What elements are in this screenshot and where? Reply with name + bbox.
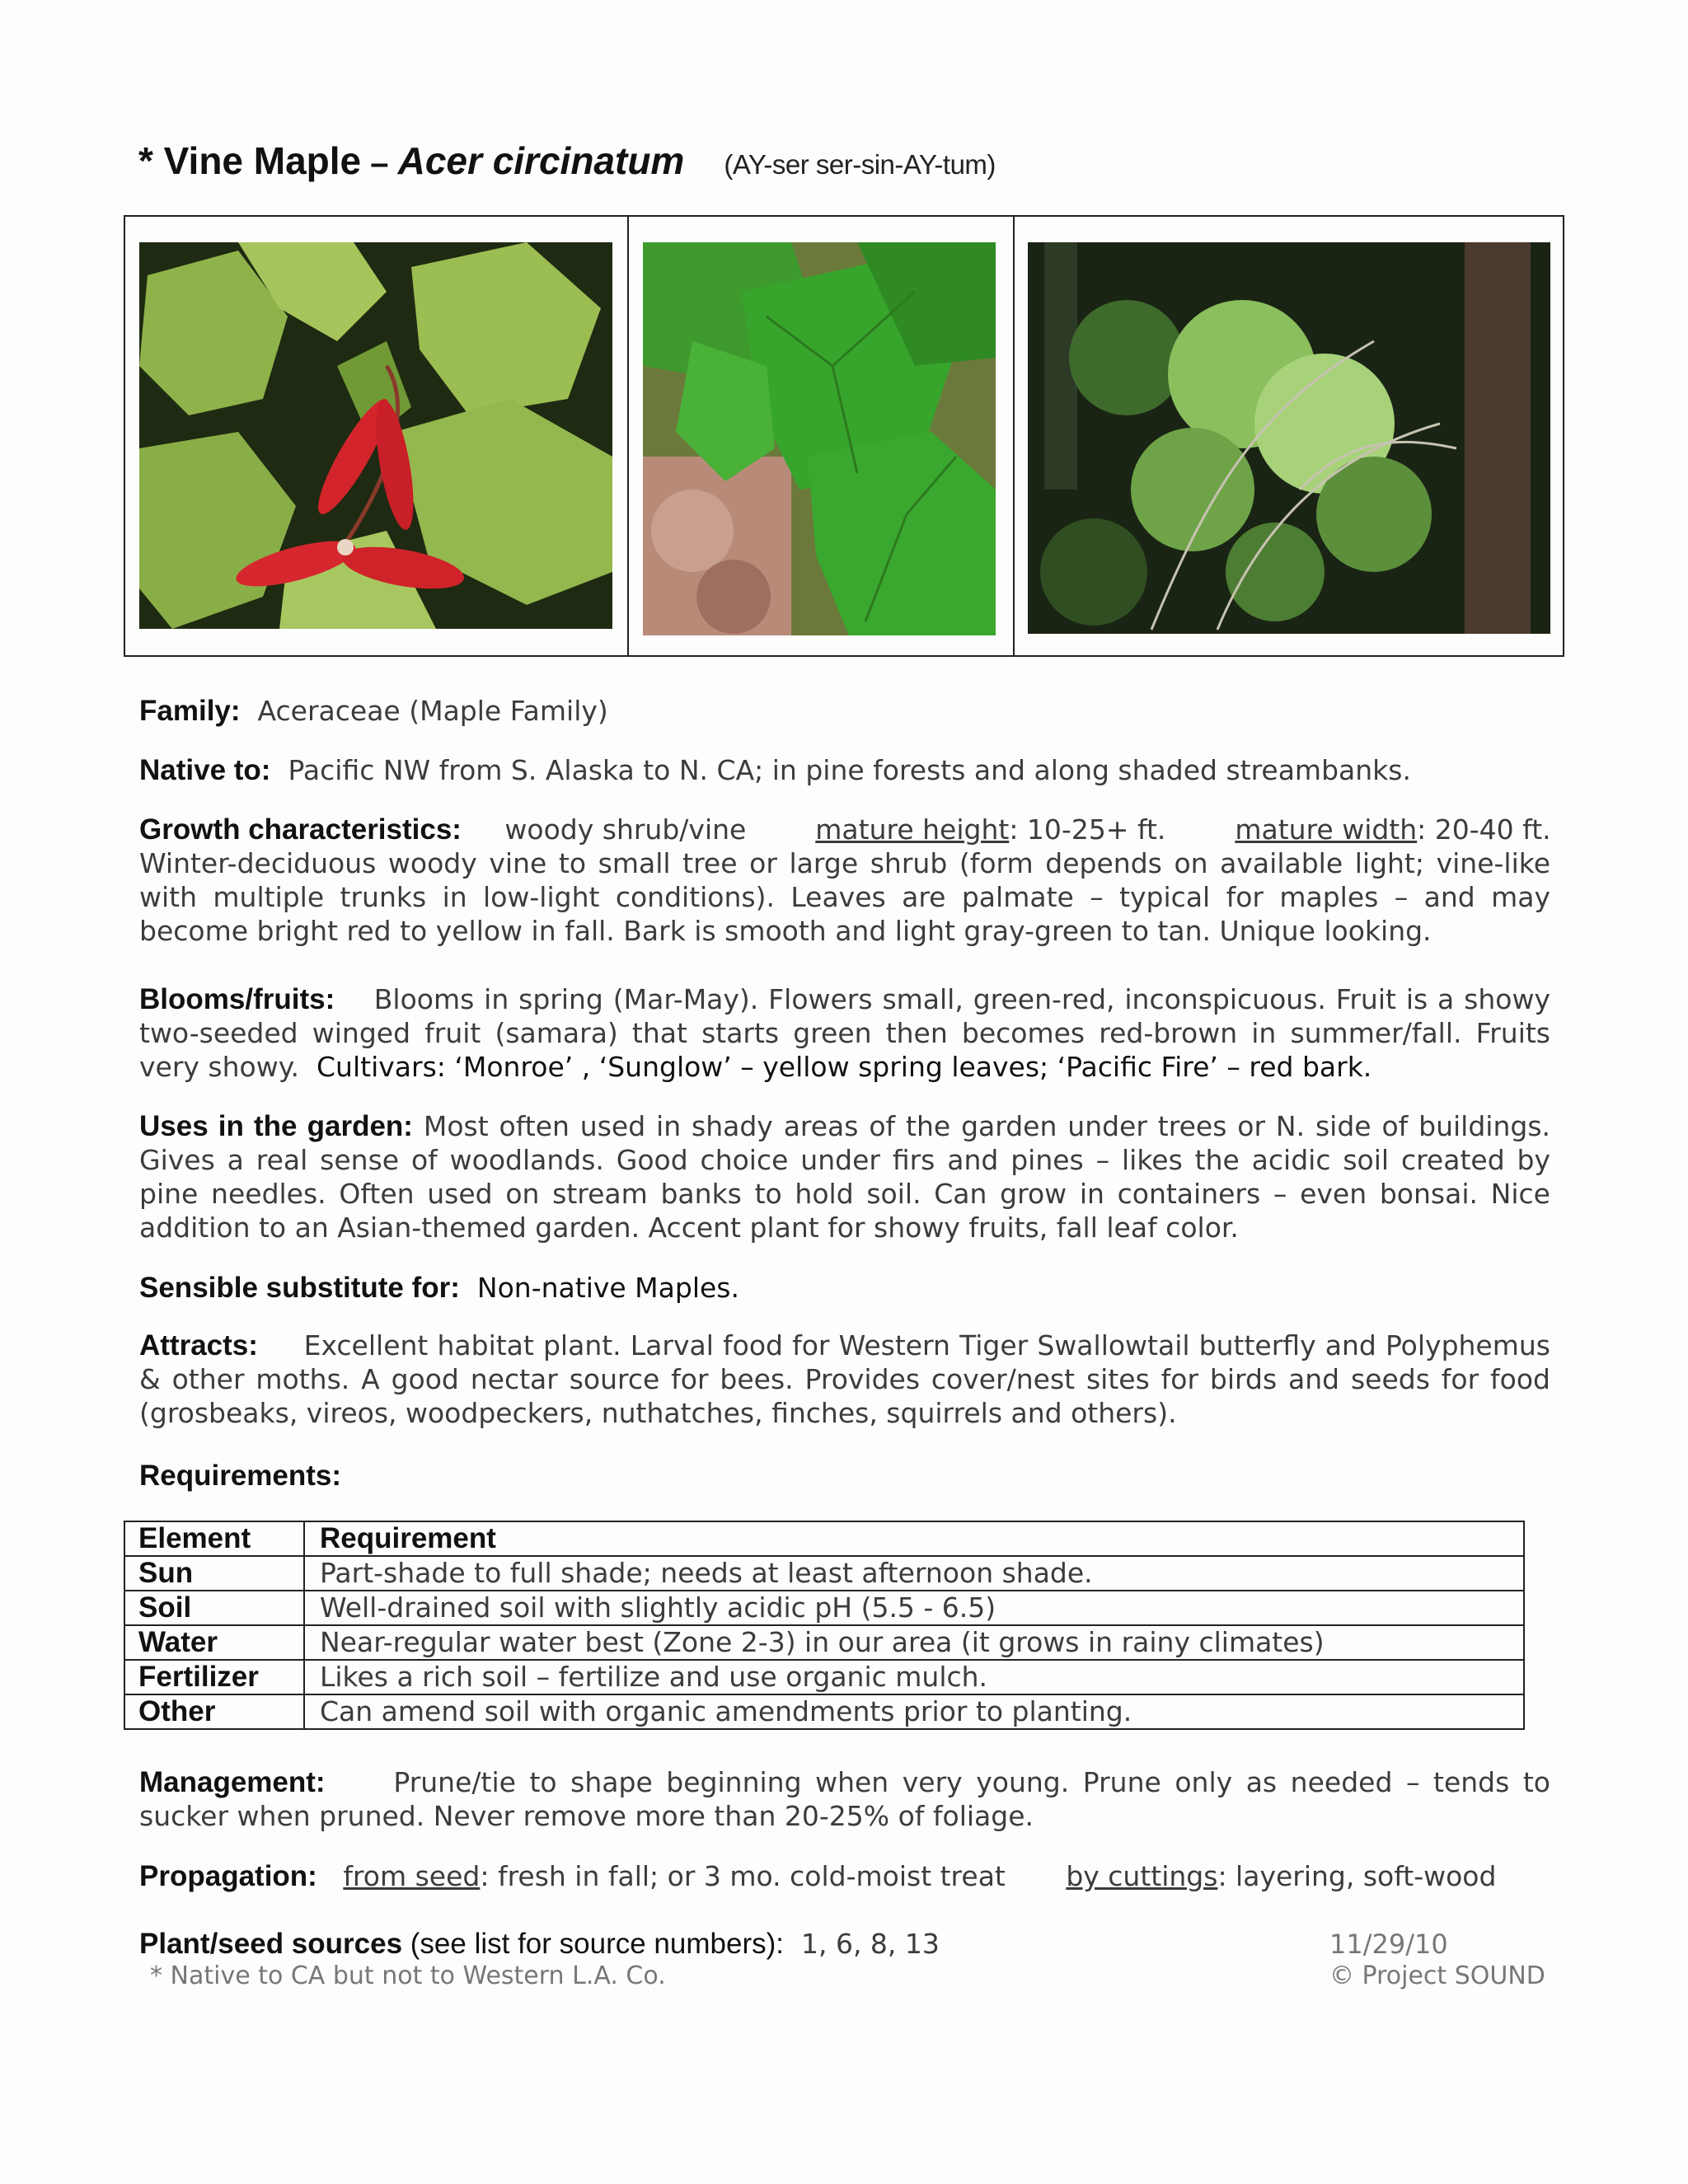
management-text: Prune/tie to shape beginning when very young. Prune only as needed – tends to sucker when pruned. Never remove more than 20-25% of foliage. bbox=[139, 1766, 1550, 1832]
table-header-requirement: Requirement bbox=[304, 1521, 1524, 1556]
propagation-label: Propagation: bbox=[139, 1860, 317, 1892]
scientific-name: Acer circinatum bbox=[397, 139, 685, 182]
growth-form: woody shrub/vine bbox=[504, 813, 747, 846]
height-label: mature height bbox=[815, 813, 1010, 846]
row-element: Sun bbox=[124, 1556, 304, 1591]
table-row bbox=[124, 1660, 1524, 1694]
row-element: Soil bbox=[124, 1591, 304, 1625]
page-title bbox=[138, 138, 996, 183]
blooms-section bbox=[139, 982, 1550, 1084]
substitute-text: Non-native Maples. bbox=[476, 1272, 739, 1304]
blooms-cultivars: Cultivars: ‘Monroe’ , ‘Sunglow’ – yellow spring leaves; ‘Pacific Fire’ – red bark. bbox=[316, 1051, 1372, 1083]
row-requirement: Part-shade to full shade; needs at least afternoon shade. bbox=[304, 1556, 1524, 1591]
row-requirement: Well-drained soil with slightly acidic pH (5.5 - 6.5) bbox=[304, 1591, 1524, 1625]
width-label: mature width bbox=[1235, 813, 1418, 846]
growth-label: Growth characteristics: bbox=[139, 813, 462, 846]
native-section bbox=[139, 753, 1550, 787]
substitute-section bbox=[139, 1271, 1550, 1305]
native-text: Pacific NW from S. Alaska to N. CA; in pine forests and along shaded streambanks. bbox=[288, 754, 1411, 786]
growth-text: Winter-deciduous woody vine to small tree or large shrub (form depends on available light; vine-like with multiple trunks in low-light conditions). Leaves are palmate – typical for maples – and may become bright red to yellow in fall. Bark is smooth and light gray-green to tan. Unique looking. bbox=[139, 847, 1550, 947]
uses-section bbox=[139, 1109, 1550, 1244]
attracts-section bbox=[139, 1329, 1550, 1430]
family-label: Family: bbox=[139, 695, 241, 727]
requirements-label: Requirements: bbox=[139, 1460, 342, 1492]
sources-sub: (see list for source numbers): bbox=[402, 1928, 784, 1960]
photo-forest bbox=[1028, 242, 1550, 634]
requirements-table bbox=[124, 1521, 1525, 1730]
family-section bbox=[139, 694, 1550, 728]
substitute-label: Sensible substitute for: bbox=[139, 1272, 460, 1304]
propagation-section bbox=[139, 1859, 1550, 1893]
attracts-label: Attracts: bbox=[139, 1329, 258, 1361]
width-value: : 20-40 ft. bbox=[1417, 813, 1551, 846]
table-row bbox=[124, 1591, 1524, 1625]
title-dash: – bbox=[361, 145, 398, 181]
photo-leaves bbox=[643, 242, 996, 635]
photo-samaras bbox=[139, 242, 612, 629]
seed-label: from seed bbox=[343, 1860, 481, 1892]
table-row bbox=[124, 1625, 1524, 1660]
row-requirement: Likes a rich soil – fertilize and use organic mulch. bbox=[304, 1660, 1524, 1694]
management-label: Management: bbox=[139, 1766, 326, 1798]
blooms-label: Blooms/fruits: bbox=[139, 983, 335, 1015]
table-header-row bbox=[124, 1521, 1524, 1556]
growth-section bbox=[139, 813, 1550, 948]
footnote: * Native to CA but not to Western L.A. Co. bbox=[150, 1961, 666, 1990]
row-element: Other bbox=[124, 1694, 304, 1729]
seed-text: : fresh in fall; or 3 mo. cold-moist treat bbox=[480, 1860, 1006, 1892]
table-header-element: Element bbox=[124, 1521, 304, 1556]
blooms-text: Blooms in spring (Mar-May). Flowers small, green-red, inconspicuous. Fruit is a showy two-seeded winged fruit (samara) that starts green then becomes red-brown in summer/fall. Fruits very showy. bbox=[139, 983, 1550, 1083]
photo-divider bbox=[627, 217, 629, 655]
uses-label: Uses in the garden: bbox=[139, 1110, 413, 1142]
photo-frame bbox=[124, 215, 1564, 657]
table-row bbox=[124, 1556, 1524, 1591]
row-requirement: Near-regular water best (Zone 2-3) in our area (it grows in rainy climates) bbox=[304, 1625, 1524, 1660]
attracts-text: Excellent habitat plant. Larval food for Western Tiger Swallowtail butterfly and Polyphemus & other moths. A good nectar source for bees. Provides cover/nest sites for birds and seeds for food (grosbeaks, vireos, woodpeckers, nuthatches, finches, squirrels and others). bbox=[139, 1329, 1550, 1429]
row-element: Fertilizer bbox=[124, 1660, 304, 1694]
row-element: Water bbox=[124, 1625, 304, 1660]
cuttings-label: by cuttings bbox=[1066, 1860, 1218, 1892]
table-row bbox=[124, 1694, 1524, 1729]
sources-label: Plant/seed sources bbox=[139, 1928, 403, 1960]
common-name: * Vine Maple bbox=[138, 139, 362, 182]
cuttings-text: : layering, soft-wood bbox=[1217, 1860, 1497, 1892]
management-section bbox=[139, 1765, 1550, 1833]
native-label: Native to: bbox=[139, 754, 271, 786]
copyright: © Project SOUND bbox=[1329, 1961, 1545, 1990]
photo-divider bbox=[1013, 217, 1015, 655]
height-value: : 10-25+ ft. bbox=[1009, 813, 1166, 846]
pronunciation: (AY-ser ser-sin-AY-tum) bbox=[724, 149, 996, 180]
requirements-heading bbox=[139, 1459, 1550, 1493]
family-text: Aceraceae (Maple Family) bbox=[257, 695, 608, 727]
row-requirement: Can amend soil with organic amendments prior to planting. bbox=[304, 1694, 1524, 1729]
sources-numbers: 1, 6, 8, 13 bbox=[800, 1928, 940, 1960]
uses-text: Most often used in shady areas of the garden under trees or N. side of buildings. Gives a real sense of woodlands. Good choice under firs and pines – likes the acidic soil created by pine needles. Often used on stream banks to hold soil. Can grow in containers – even bonsai. Nice addition to an Asian-themed garden. Accent plant for showy fruits, fall leaf color. bbox=[139, 1110, 1550, 1244]
revision-date: 11/29/10 bbox=[1329, 1929, 1448, 1960]
